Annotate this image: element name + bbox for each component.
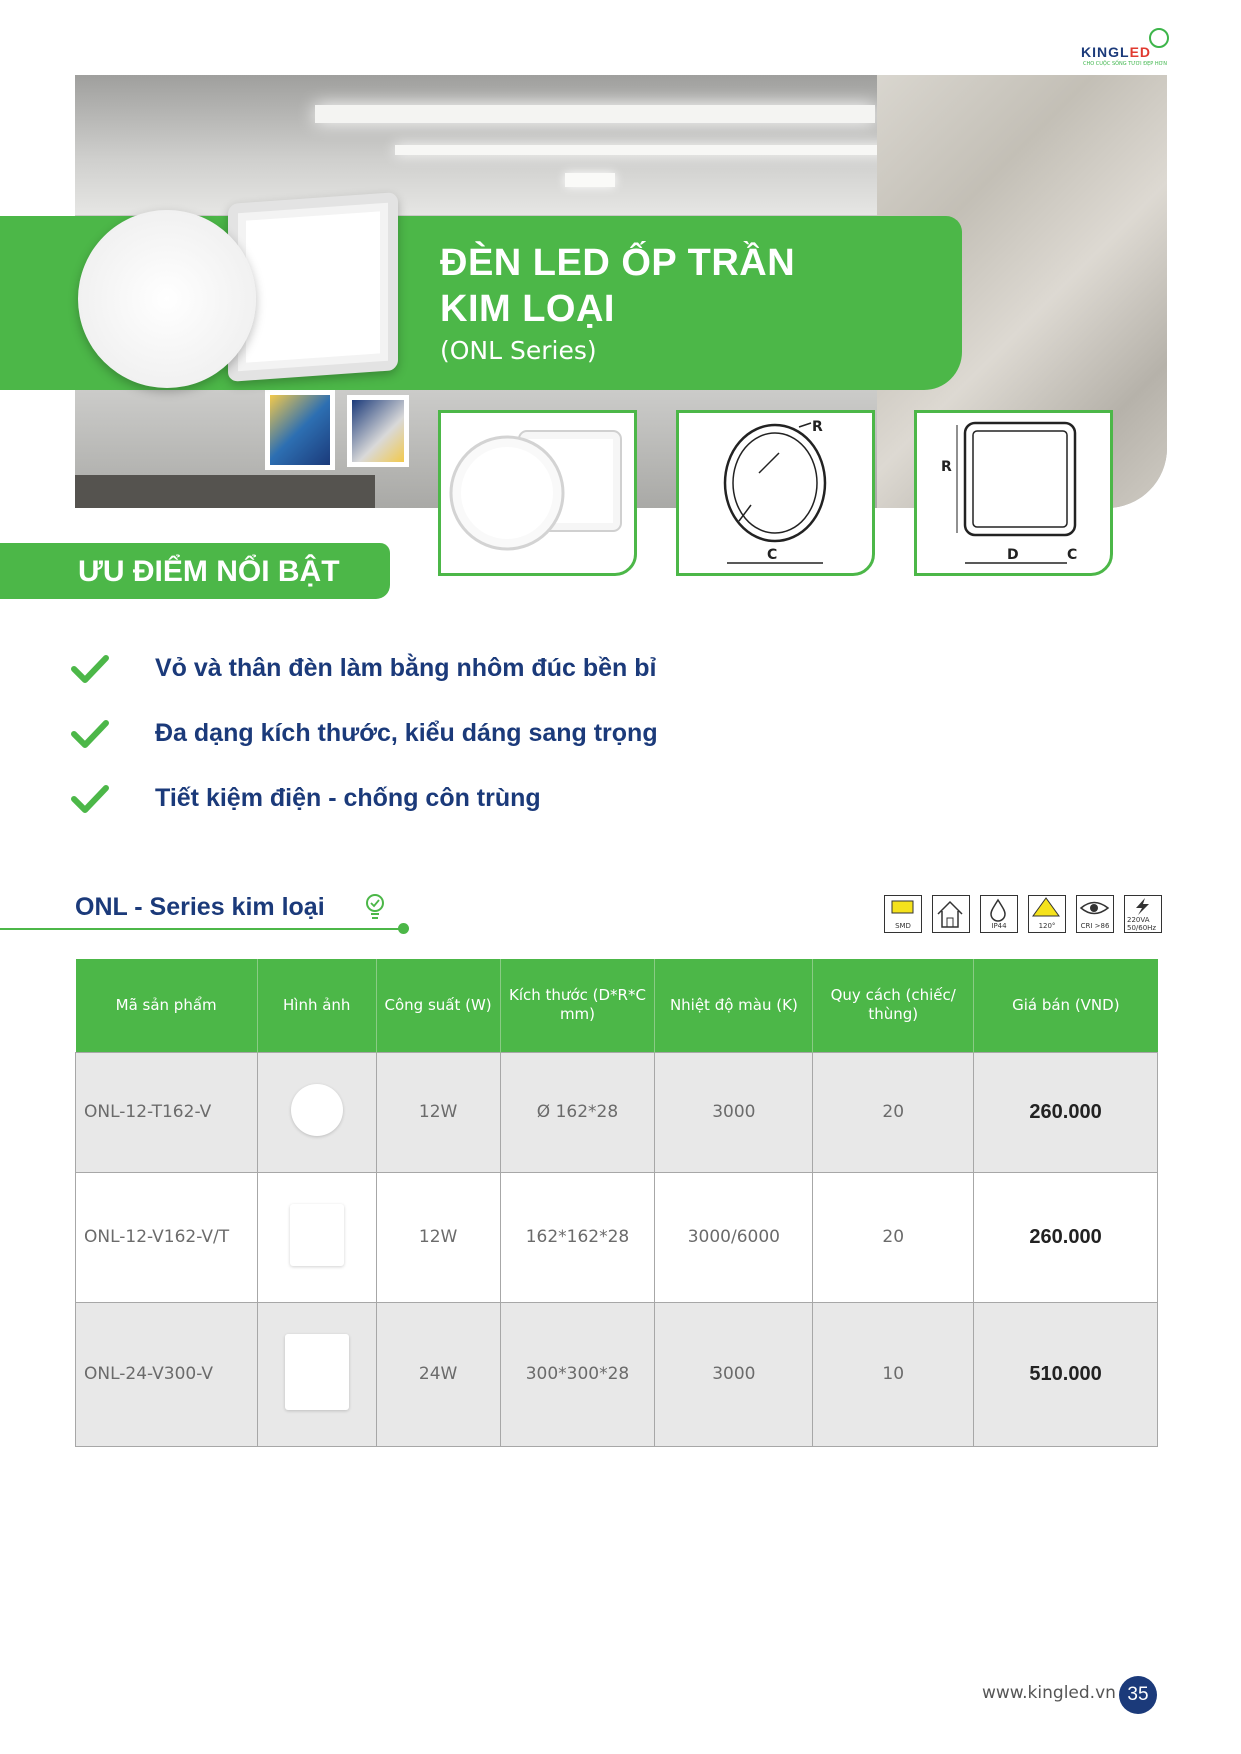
- cell-code: ONL-12-V162-V/T: [76, 1172, 258, 1302]
- cell-pack: 10: [813, 1302, 974, 1446]
- round-lamp-image: [78, 210, 256, 388]
- advantages-heading-band: [0, 543, 390, 599]
- cell-size: 300*300*28: [500, 1302, 655, 1446]
- beam-angle-icon: 120°: [1028, 895, 1066, 933]
- logo-wordmark: KINGLED: [1081, 44, 1152, 60]
- diagram-label-c: C: [1067, 547, 1078, 563]
- check-icon: [70, 654, 110, 684]
- cell-price: 510.000: [974, 1302, 1158, 1446]
- feature-text: Tiết kiệm điện - chống côn trùng: [155, 784, 541, 812]
- square-dimension-diagram: [914, 410, 1113, 576]
- product-photo-thumb: [438, 410, 637, 576]
- table-row: [76, 1172, 1158, 1302]
- round-dimension-diagram: [676, 410, 875, 576]
- check-icon: [70, 719, 110, 749]
- logo-tagline: CHO CUỘC SỐNG TƯƠI ĐẸP HƠN: [1083, 61, 1167, 67]
- cell-price: 260.000: [974, 1052, 1158, 1172]
- cell-image: [257, 1052, 376, 1172]
- page-number: 35: [1119, 1676, 1157, 1714]
- series-title: ONL - Series kim loại: [75, 893, 325, 921]
- diagram-label-r: R: [941, 459, 952, 475]
- wall-picture: [265, 390, 335, 470]
- cell-cct: 3000/6000: [655, 1172, 813, 1302]
- diagram-label-d: D: [1007, 547, 1019, 563]
- series-underline-dot: [398, 923, 409, 934]
- dining-table: [75, 475, 375, 508]
- table-row: [76, 1052, 1158, 1172]
- table-row: [76, 1302, 1158, 1446]
- kingled-logo: [1081, 28, 1171, 68]
- cell-power: 24W: [376, 1302, 500, 1446]
- bulb-icon: [364, 893, 386, 921]
- product-thumbnail: [291, 1084, 343, 1136]
- cell-cct: 3000: [655, 1052, 813, 1172]
- product-title: ĐÈN LED ỐP TRẦN KIM LOẠI: [440, 242, 796, 330]
- cell-price: 260.000: [974, 1172, 1158, 1302]
- advantages-heading: ƯU ĐIỂM NỔI BẬT: [78, 555, 340, 588]
- logo-bulb-icon: [1149, 28, 1169, 48]
- diagram-label-c: C: [767, 547, 778, 563]
- col-header: Giá bán (VND): [974, 959, 1158, 1052]
- check-icon: [70, 784, 110, 814]
- ip44-drop-icon: IP44: [980, 895, 1018, 933]
- smd-chip-icon: SMD: [884, 895, 922, 933]
- cell-power: 12W: [376, 1052, 500, 1172]
- website-link[interactable]: www.kingled.vn: [982, 1683, 1116, 1703]
- indoor-house-icon: [932, 895, 970, 933]
- feature-text: Đa dạng kích thước, kiểu dáng sang trọng: [155, 719, 658, 747]
- cell-pack: 20: [813, 1172, 974, 1302]
- cell-cct: 3000: [655, 1302, 813, 1446]
- cell-image: [257, 1302, 376, 1446]
- product-thumbnail: [285, 1334, 349, 1410]
- eye-cri-icon: CRI >86: [1076, 895, 1114, 933]
- series-underline: [0, 928, 404, 930]
- col-header: Mã sản phẩm: [76, 959, 258, 1052]
- col-header: Quy cách (chiếc/ thùng): [813, 959, 974, 1052]
- product-table: [75, 959, 1158, 1447]
- col-header: Kích thước (D*R*C mm): [500, 959, 655, 1052]
- cell-size: Ø 162*28: [500, 1052, 655, 1172]
- wall-picture: [347, 395, 409, 467]
- feature-text: Vỏ và thân đèn làm bằng nhôm đúc bền bỉ: [155, 654, 657, 682]
- diagram-label-r: R: [812, 419, 823, 435]
- cell-power: 12W: [376, 1172, 500, 1302]
- col-header: Hình ảnh: [257, 959, 376, 1052]
- product-subtitle: (ONL Series): [440, 336, 597, 365]
- cell-pack: 20: [813, 1052, 974, 1172]
- table-header-row: [76, 959, 1158, 1052]
- col-header: Nhiệt độ màu (K): [655, 959, 813, 1052]
- cell-code: ONL-12-T162-V: [76, 1052, 258, 1172]
- product-thumbnail: [290, 1204, 344, 1266]
- cell-code: ONL-24-V300-V: [76, 1302, 258, 1446]
- title-band: [0, 216, 962, 390]
- cell-size: 162*162*28: [500, 1172, 655, 1302]
- voltage-bolt-icon: 220VA 50/60Hz: [1124, 895, 1162, 933]
- col-header: Công suất (W): [376, 959, 500, 1052]
- cell-image: [257, 1172, 376, 1302]
